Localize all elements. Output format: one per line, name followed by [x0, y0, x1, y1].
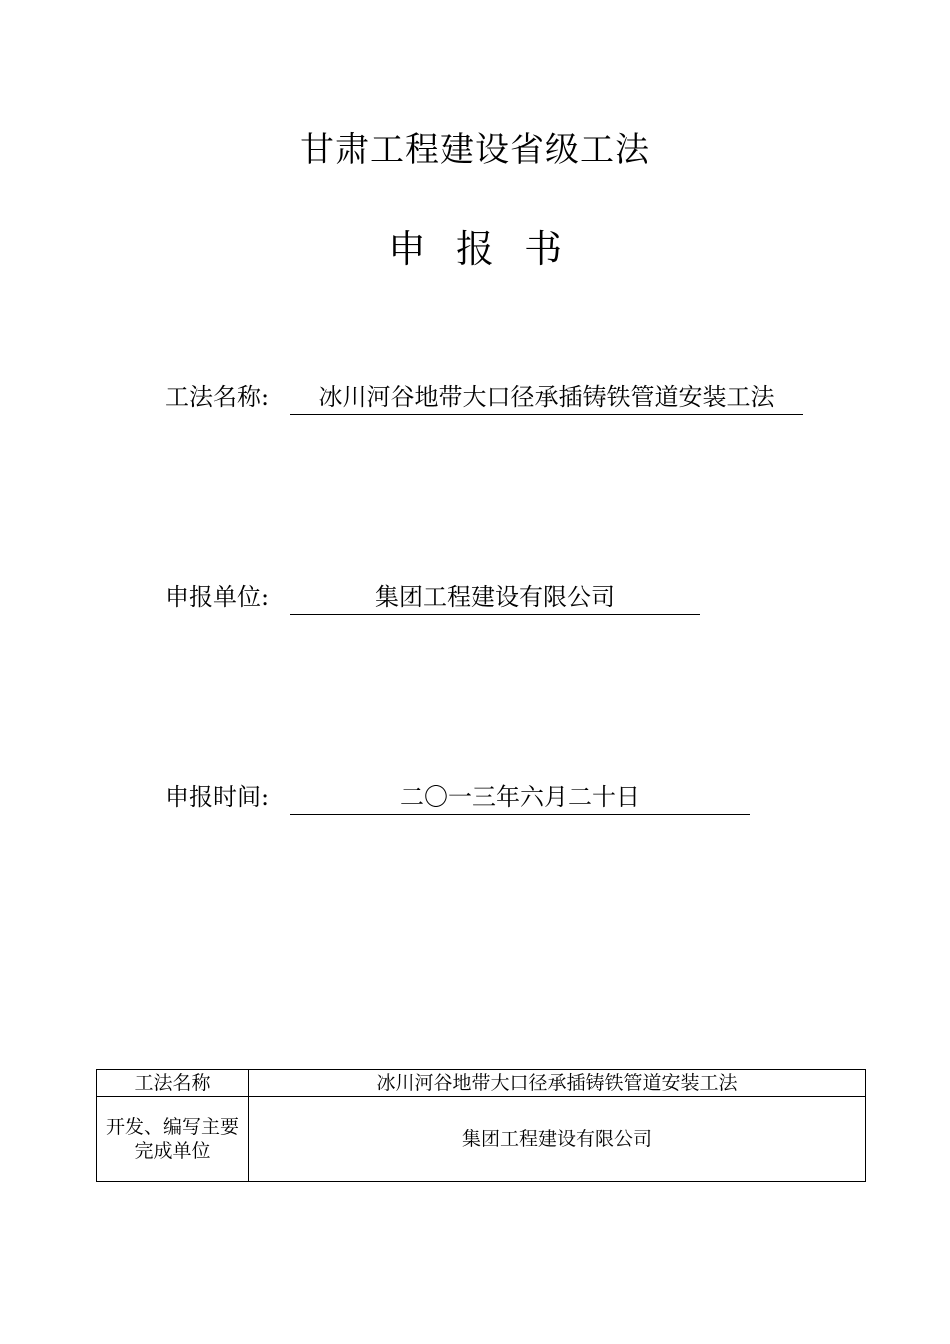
method-name-label: 工法名称:: [165, 383, 270, 411]
table-cell-label: 开发、编写主要完成单位: [97, 1097, 249, 1182]
method-name-value: 冰川河谷地带大口径承插铸铁管道安装工法: [290, 380, 803, 415]
table-row: [97, 1070, 866, 1097]
applicant-unit-label: 申报单位:: [165, 583, 270, 611]
table-cell-label: 工法名称: [97, 1070, 249, 1097]
applicant-unit-value: 集团工程建设有限公司: [290, 580, 700, 615]
document-title: 甘肃工程建设省级工法: [300, 130, 650, 170]
table-row: [97, 1097, 866, 1182]
table-cell-value: 集团工程建设有限公司: [249, 1097, 866, 1182]
application-time-value: 二〇一三年六月二十日: [290, 780, 750, 815]
document-subtitle: 申 报 书: [387, 227, 563, 271]
application-time-label: 申报时间:: [165, 783, 270, 811]
table-cell-value: 冰川河谷地带大口径承插铸铁管道安装工法: [249, 1070, 866, 1097]
summary-table: [96, 1069, 866, 1182]
